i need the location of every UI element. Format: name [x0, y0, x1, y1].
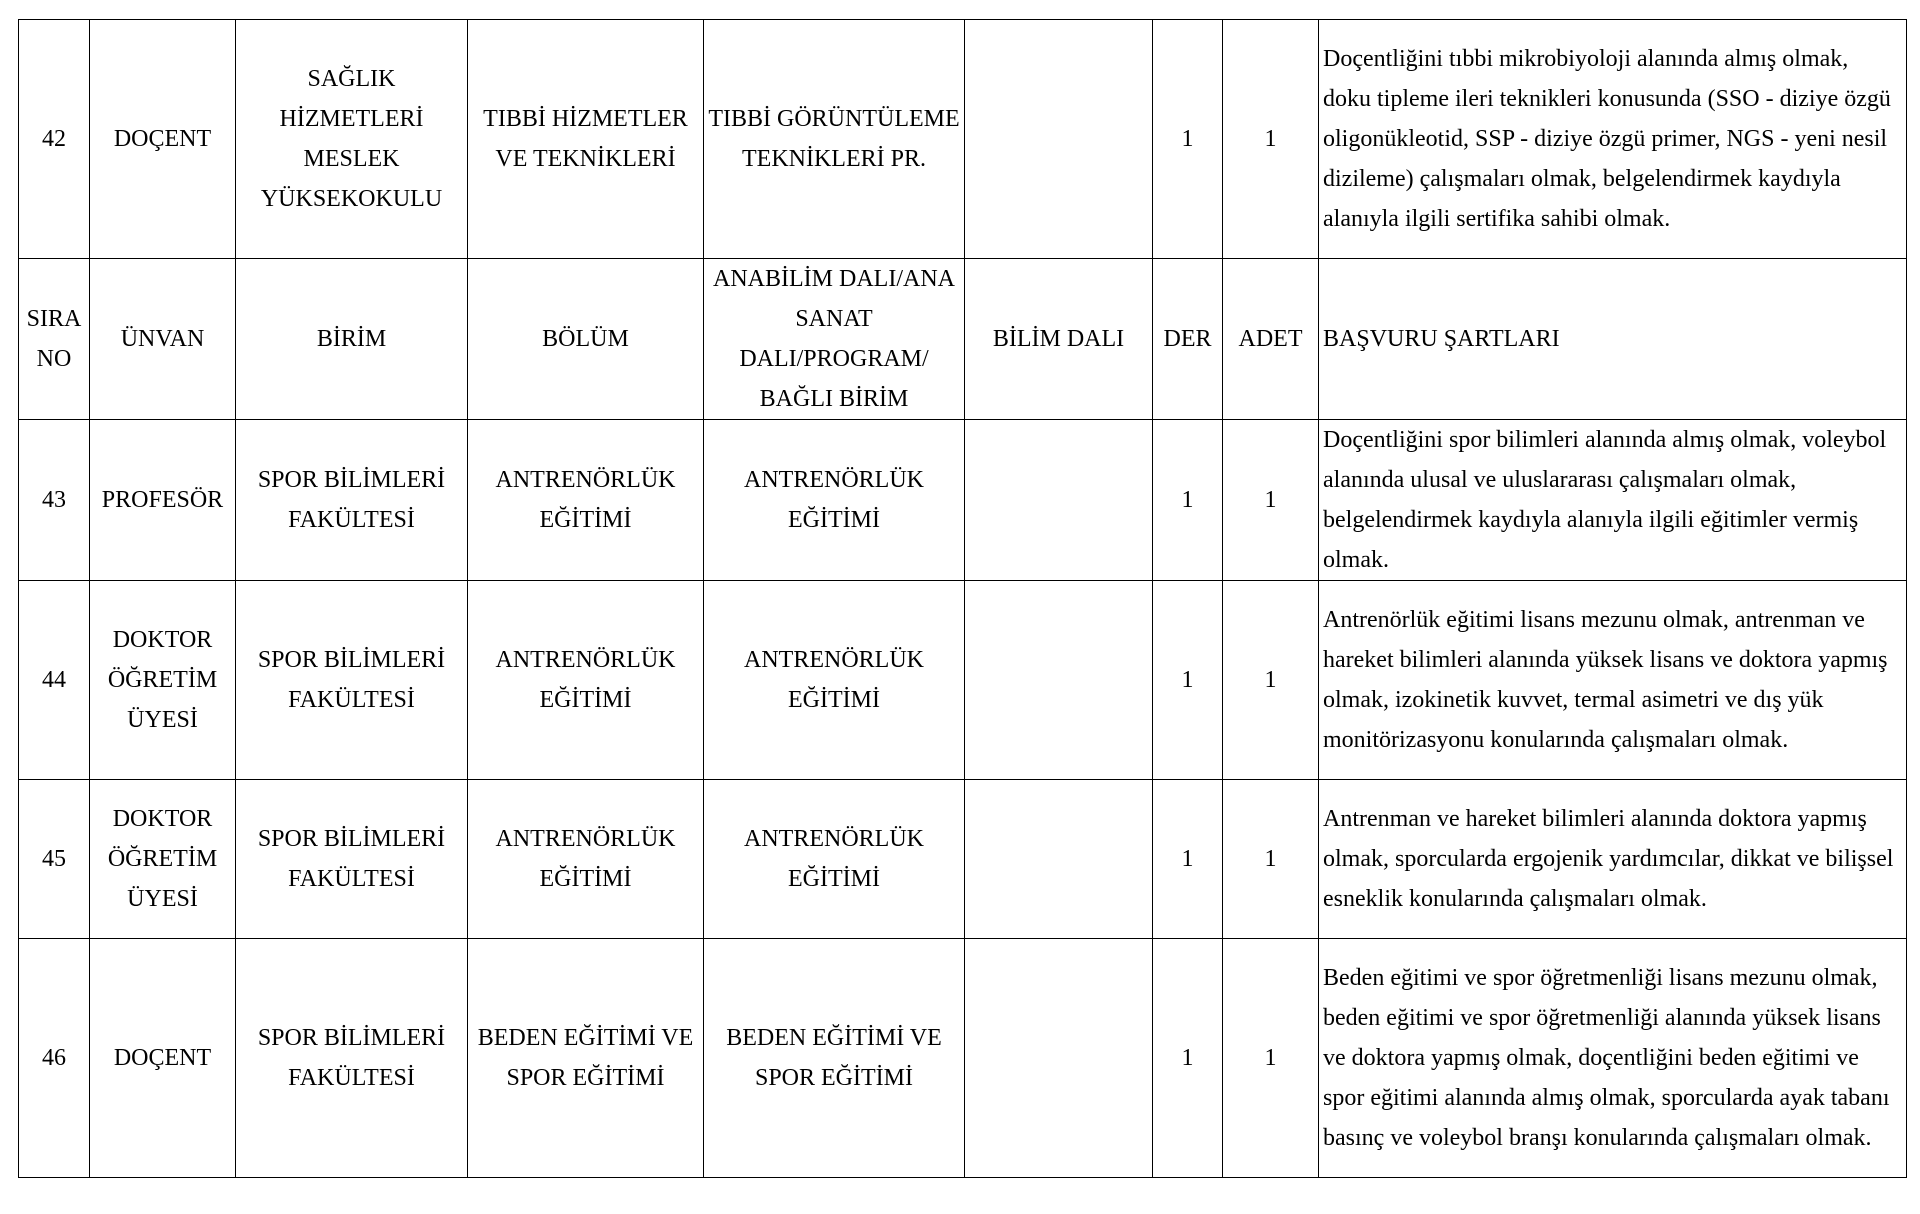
cell-basvuru-sartlari: Doçentliğini spor bilimleri alanında almış olmak, voleybol alanında ulusal ve uluslararası çalışmaları olmak, belgelendirmek kaydıyla alanıyla ilgili eğitimler vermiş olmak. [1319, 420, 1907, 581]
table-row [19, 420, 1907, 581]
table-row [19, 780, 1907, 939]
cell-adet: 1 [1223, 420, 1319, 581]
cell-birim: SAĞLIK HİZMETLERİ MESLEK YÜKSEKOKULU [236, 20, 468, 259]
cell-adet: 1 [1223, 20, 1319, 259]
header-bilim-dali: BİLİM DALI [965, 259, 1153, 420]
cell-adet: 1 [1223, 939, 1319, 1178]
cell-anabilim-dali: TIBBİ GÖRÜNTÜLEME TEKNİKLERİ PR. [704, 20, 965, 259]
cell-bolum: BEDEN EĞİTİMİ VE SPOR EĞİTİMİ [468, 939, 704, 1178]
cell-sira-no: 44 [19, 581, 90, 780]
cell-adet: 1 [1223, 780, 1319, 939]
cell-birim: SPOR BİLİMLERİ FAKÜLTESİ [236, 780, 468, 939]
cell-birim: SPOR BİLİMLERİ FAKÜLTESİ [236, 420, 468, 581]
header-unvan: ÜNVAN [90, 259, 236, 420]
cell-bolum: ANTRENÖRLÜK EĞİTİMİ [468, 581, 704, 780]
cell-sira-no: 43 [19, 420, 90, 581]
cell-bolum: TIBBİ HİZMETLER VE TEKNİKLERİ [468, 20, 704, 259]
positions-sheet [18, 19, 1906, 1178]
cell-der: 1 [1153, 420, 1223, 581]
cell-der: 1 [1153, 780, 1223, 939]
cell-sira-no: 42 [19, 20, 90, 259]
cell-birim: SPOR BİLİMLERİ FAKÜLTESİ [236, 939, 468, 1178]
cell-anabilim-dali: ANTRENÖRLÜK EĞİTİMİ [704, 420, 965, 581]
cell-basvuru-sartlari: Antrenman ve hareket bilimleri alanında doktora yapmış olmak, sporcularda ergojenik yardımcılar, dikkat ve bilişsel esneklik konularında çalışmaları olmak. [1319, 780, 1907, 939]
cell-unvan: DOKTOR ÖĞRETİM ÜYESİ [90, 581, 236, 780]
cell-sira-no: 45 [19, 780, 90, 939]
cell-bilim-dali [965, 420, 1153, 581]
cell-unvan: PROFESÖR [90, 420, 236, 581]
header-bolum: BÖLÜM [468, 259, 704, 420]
header-der: DER [1153, 259, 1223, 420]
cell-bilim-dali [965, 939, 1153, 1178]
cell-unvan: DOÇENT [90, 939, 236, 1178]
header-row [19, 259, 1907, 420]
cell-unvan: DOKTOR ÖĞRETİM ÜYESİ [90, 780, 236, 939]
cell-unvan: DOÇENT [90, 20, 236, 259]
cell-bilim-dali [965, 581, 1153, 780]
cell-anabilim-dali: BEDEN EĞİTİMİ VE SPOR EĞİTİMİ [704, 939, 965, 1178]
cell-der: 1 [1153, 581, 1223, 780]
cell-birim: SPOR BİLİMLERİ FAKÜLTESİ [236, 581, 468, 780]
header-birim: BİRİM [236, 259, 468, 420]
cell-bolum: ANTRENÖRLÜK EĞİTİMİ [468, 420, 704, 581]
header-anabilim-dali: ANABİLİM DALI/ANA SANAT DALI/PROGRAM/ BAĞLI BİRİM [704, 259, 965, 420]
header-basvuru-sartlari: BAŞVURU ŞARTLARI [1319, 259, 1907, 420]
header-adet: ADET [1223, 259, 1319, 420]
table-row [19, 939, 1907, 1178]
table-row [19, 581, 1907, 780]
cell-basvuru-sartlari: Doçentliğini tıbbi mikrobiyoloji alanında almış olmak, doku tipleme ileri teknikleri konusunda (SSO - diziye özgü oligonükleotid, SSP - diziye özgü primer, NGS - yeni nesil dizileme) çalışmaları olmak, belgelendirmek kaydıyla alanıyla ilgili sertifika sahibi olmak. [1319, 20, 1907, 259]
header-sira-no: SIRA NO [19, 259, 90, 420]
cell-adet: 1 [1223, 581, 1319, 780]
cell-basvuru-sartlari: Beden eğitimi ve spor öğretmenliği lisans mezunu olmak, beden eğitimi ve spor öğretmenliği alanında yüksek lisans ve doktora yapmış olmak, doçentliğini beden eğitimi ve spor eğitimi alanında almış olmak, sporcularda ayak tabanı basınç ve voleybol branşı konularında çalışmaları olmak. [1319, 939, 1907, 1178]
cell-bolum: ANTRENÖRLÜK EĞİTİMİ [468, 780, 704, 939]
cell-basvuru-sartlari: Antrenörlük eğitimi lisans mezunu olmak, antrenman ve hareket bilimleri alanında yüksek lisans ve doktora yapmış olmak, izokinetik kuvvet, termal asimetri ve dış yük monitörizasyonu konularında çalışmaları olmak. [1319, 581, 1907, 780]
cell-anabilim-dali: ANTRENÖRLÜK EĞİTİMİ [704, 780, 965, 939]
cell-sira-no: 46 [19, 939, 90, 1178]
cell-der: 1 [1153, 939, 1223, 1178]
cell-anabilim-dali: ANTRENÖRLÜK EĞİTİMİ [704, 581, 965, 780]
positions-table [18, 19, 1907, 1178]
cell-bilim-dali [965, 20, 1153, 259]
cell-der: 1 [1153, 20, 1223, 259]
table-row [19, 20, 1907, 259]
cell-bilim-dali [965, 780, 1153, 939]
